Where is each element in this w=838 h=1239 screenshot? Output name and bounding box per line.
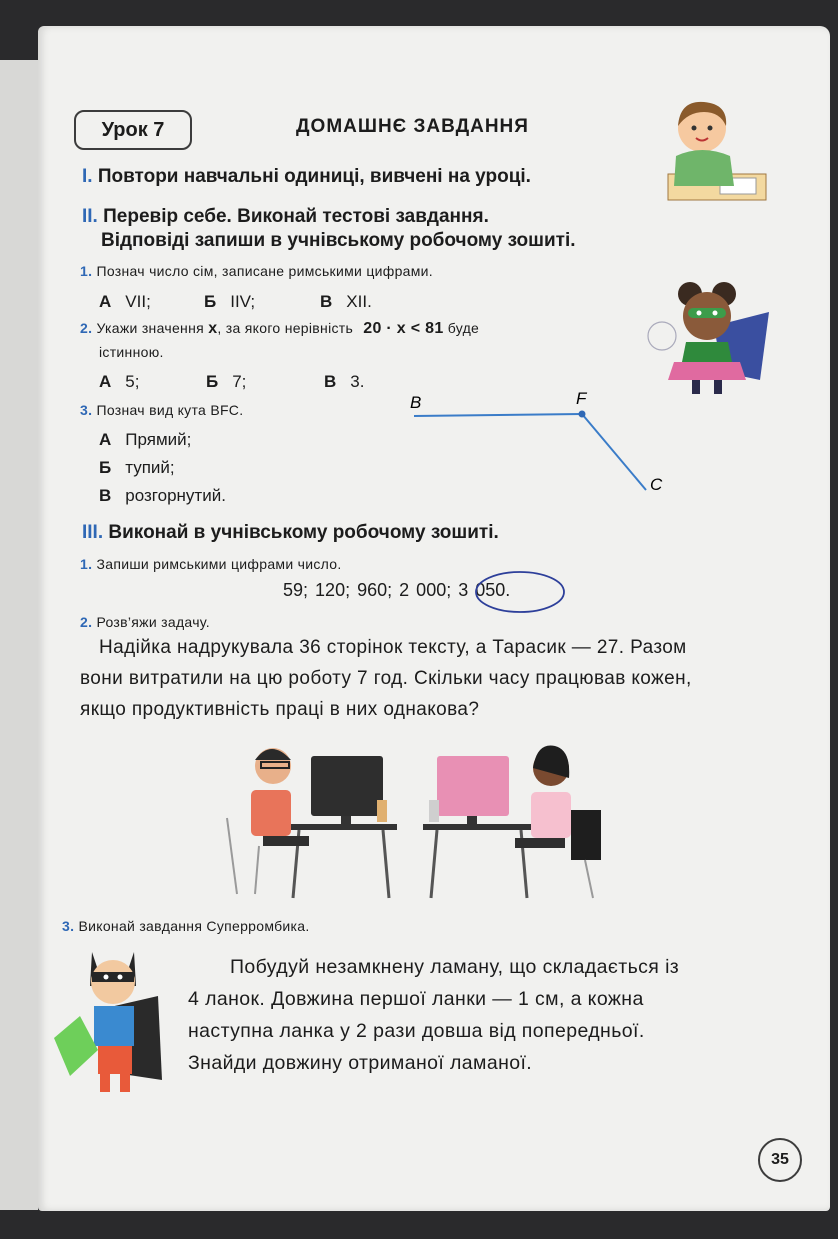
- number-item: 960;: [357, 580, 393, 600]
- section-3: [82, 522, 499, 544]
- test-task-2-option-a: А 5;: [99, 372, 140, 391]
- workbook-task-1: [80, 556, 342, 572]
- number-item: 59;: [283, 580, 309, 600]
- section-1-number: I.: [82, 166, 93, 187]
- problem-line-2: вони витратили на цю роботу 7 год. Скільки часу працював кожен,: [80, 668, 692, 689]
- workbook-task-2-number: 2.: [80, 614, 93, 630]
- inequality-expression: 20 · x < 81: [363, 320, 444, 337]
- test-task-1: [80, 263, 433, 279]
- handwritten-circle-mark: [472, 568, 572, 618]
- girl-superhero-illustration: [644, 276, 774, 404]
- section-2-line1: [82, 206, 489, 228]
- workbook-task-3: [62, 918, 310, 934]
- test-task-3-option-b: Б тупий;: [99, 458, 175, 477]
- test-task-2-number: 2.: [80, 320, 93, 336]
- ray-fb: [414, 414, 582, 416]
- test-task-3: [80, 402, 243, 418]
- page-number: 35: [758, 1138, 802, 1182]
- workbook-task-2-text: Розв’яжи задачу.: [96, 614, 210, 630]
- ray-fc: [582, 414, 646, 490]
- superrombyk-line-2: 4 ланок. Довжина першої ланки — 1 см, а кожна: [188, 988, 644, 1010]
- number-item: 3 050.: [458, 580, 511, 600]
- test-task-1-option-c: В XII.: [320, 292, 372, 311]
- test-task-2-text-d: істинною.: [99, 344, 164, 360]
- section-2-text-line1: Перевір себе. Виконай тестові завдання.: [103, 206, 489, 227]
- adjacent-page-edge: [0, 60, 38, 1210]
- test-task-3-option-c: В розгорнутий.: [99, 486, 226, 505]
- angle-bfc-diagram: [400, 386, 680, 496]
- page-title: ДОМАШНЄ ЗАВДАННЯ: [296, 116, 529, 137]
- boy-writing-illustration: [660, 96, 770, 208]
- workbook-task-3-number: 3.: [62, 918, 75, 934]
- test-task-2: [80, 320, 479, 338]
- workbook-task-3-text: Виконай завдання Суперромбика.: [78, 918, 310, 934]
- problem-line-1: Надійка надрукувала 36 сторінок тексту, а Тарасик — 27. Разом: [99, 637, 687, 658]
- number-item: 120;: [315, 580, 351, 600]
- workbook-task-1-text: Запиши римськими цифрами число.: [96, 556, 342, 572]
- superrombyk-line-1: Побудуй незамкнену ламану, що складається із: [230, 956, 680, 978]
- vertex-f: [579, 411, 586, 418]
- kids-at-computers-illustration: [215, 738, 615, 902]
- section-3-number: III.: [82, 522, 104, 543]
- section-1-text: Повтори навчальні одиниці, вивчені на уроці.: [97, 166, 531, 187]
- section-2-text-line2: Відповіді запиши в учнівському робочому зошиті.: [101, 230, 576, 251]
- test-task-3-option-a: А Прямий;: [99, 430, 192, 449]
- variable-x: x: [208, 320, 218, 337]
- label-c: C: [650, 475, 663, 494]
- test-task-1-option-a: А VII;: [99, 292, 151, 311]
- test-task-2-text-a: Укажи значення: [96, 320, 209, 336]
- section-3-text: Виконай в учнівському робочому зошиті.: [108, 522, 499, 543]
- section-1: [82, 166, 531, 188]
- number-item: 2 000;: [399, 580, 452, 600]
- test-task-3-text: Познач вид кута BFC.: [96, 402, 244, 418]
- test-task-2-option-b: Б 7;: [206, 372, 247, 391]
- test-task-1-option-b: Б IIV;: [204, 292, 256, 311]
- superrombyk-line-4: Знайди довжину отриманої ламаної.: [188, 1052, 533, 1074]
- test-task-1-number: 1.: [80, 263, 93, 279]
- section-2-number: II.: [82, 206, 98, 227]
- test-task-2-option-c: В 3.: [324, 372, 365, 391]
- label-f: F: [576, 389, 587, 408]
- test-task-1-text: Познач число сім, записане римськими цифрами.: [96, 263, 433, 279]
- test-task-3-number: 3.: [80, 402, 93, 418]
- superrombyk-illustration: [50, 946, 170, 1100]
- problem-line-3: якщо продуктивність праці в них однакова?: [80, 699, 480, 720]
- workbook-task-1-number: 1.: [80, 556, 93, 572]
- workbook-task-2: [80, 614, 210, 630]
- label-b: B: [410, 393, 422, 412]
- superrombyk-line-3: наступна ланка у 2 рази довша від попередньої.: [188, 1020, 645, 1042]
- lesson-label: Урок 7: [74, 110, 192, 150]
- test-task-2-text-b: , за якого нерівність: [217, 320, 358, 336]
- test-task-2-text-c: буде: [443, 320, 480, 336]
